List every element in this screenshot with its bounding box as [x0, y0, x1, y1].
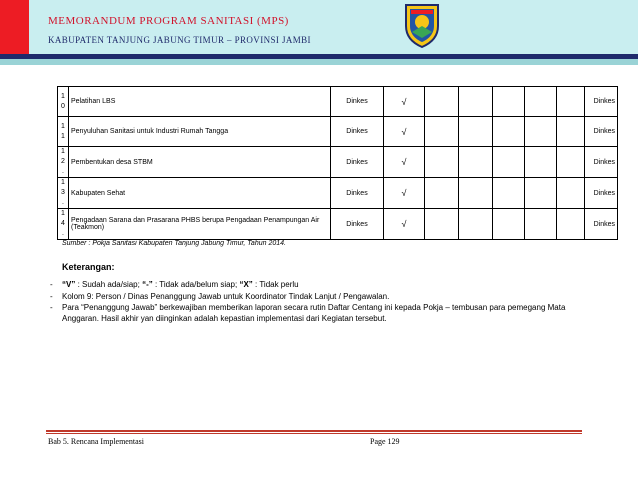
footer-page-number: Page 129: [370, 437, 400, 446]
empty-cell: [525, 209, 557, 240]
empty-cell: [493, 209, 525, 240]
empty-cell: [493, 117, 525, 147]
note-responsibility-text: Para “Penanggung Jawab” berkewajiban memberikan laporan secara rutin Daftar Centang ini kepada Pokja – tembusan para pemegang Mata Anggaran. Hasil akhir yan diinginkan adalah kepastian implementasi dari Kegiatan tersebut.: [62, 303, 566, 323]
row-number: 1 0: [58, 87, 69, 117]
keterangan-notes: [50, 280, 590, 325]
empty-cell: [425, 117, 459, 147]
empty-cell: [493, 147, 525, 178]
note-dash: -: [50, 291, 53, 301]
empty-cell: [493, 87, 525, 117]
legend-x: “X”: [239, 280, 253, 289]
empty-cell: [557, 178, 585, 209]
empty-cell: [493, 178, 525, 209]
table-row: [58, 147, 618, 178]
empty-cell: [557, 209, 585, 240]
status-check-cell: √: [384, 147, 425, 178]
note-dash: -: [50, 280, 53, 289]
table-row: [58, 178, 618, 209]
status-check-cell: √: [384, 117, 425, 147]
row-number: 1 1: [58, 117, 69, 147]
empty-cell: [459, 117, 493, 147]
note-legend: [50, 280, 590, 291]
activity-cell: Penyuluhan Sanitasi untuk Industri Rumah Tangga: [69, 117, 331, 147]
empty-cell: [425, 209, 459, 240]
regency-emblem-icon: [402, 2, 442, 48]
empty-cell: [525, 117, 557, 147]
footer-rule-thin: [46, 433, 582, 434]
note-dash: -: [50, 303, 53, 312]
legend-v: “V”: [62, 280, 76, 289]
table-row: [58, 209, 618, 240]
activity-cell: Pelatihan LBS: [69, 87, 331, 117]
activity-cell: Kabupaten Sehat: [69, 178, 331, 209]
header-title: MEMORANDUM PROGRAM SANITASI (MPS): [48, 15, 289, 27]
keterangan-heading: Keterangan:: [62, 262, 115, 272]
table-source-note: Sumber : Pokja Sanitasi Kabupaten Tanjung Jabung Timur, Tahun 2014.: [62, 240, 286, 247]
activity-cell: Pembentukan desa STBM: [69, 147, 331, 178]
empty-cell: [425, 87, 459, 117]
legend-v-text: : Sudah ada/siap;: [75, 280, 143, 289]
empty-cell: [459, 147, 493, 178]
person-in-charge-cell: Dinkes: [585, 87, 618, 117]
empty-cell: [459, 87, 493, 117]
header-subtitle: KABUPATEN TANJUNG JABUNG TIMUR – PROVINSI JAMBI: [48, 35, 311, 45]
checklist-table: [57, 86, 618, 240]
footer-chapter: Bab 5. Rencana Implementasi: [48, 437, 144, 446]
responsible-cell: Dinkes: [331, 209, 384, 240]
responsible-cell: Dinkes: [331, 147, 384, 178]
note-column-9: [50, 292, 590, 303]
status-check-cell: √: [384, 209, 425, 240]
empty-cell: [459, 178, 493, 209]
legend-minus: “-”: [142, 280, 153, 289]
header-light-band: [0, 59, 638, 65]
person-in-charge-cell: Dinkes: [585, 209, 618, 240]
row-number: 1 4 .: [58, 209, 69, 240]
empty-cell: [557, 117, 585, 147]
empty-cell: [459, 209, 493, 240]
empty-cell: [525, 178, 557, 209]
empty-cell: [557, 87, 585, 117]
note-column-9-text: Kolom 9: Person / Dinas Penanggung Jawab untuk Koordinator Tindak Lanjut / Pengawalan.: [62, 291, 390, 301]
empty-cell: [525, 147, 557, 178]
responsible-cell: Dinkes: [331, 117, 384, 147]
footer-rule: [46, 430, 582, 432]
legend-minus-text: : Tidak ada/belum siap;: [152, 280, 240, 289]
note-responsibility: [50, 303, 590, 324]
row-number: 1 3 .: [58, 178, 69, 209]
table-row: [58, 117, 618, 147]
person-in-charge-cell: Dinkes: [585, 117, 618, 147]
status-check-cell: √: [384, 87, 425, 117]
legend-x-text: : Tidak perlu: [252, 280, 299, 289]
empty-cell: [425, 178, 459, 209]
responsible-cell: Dinkes: [331, 178, 384, 209]
empty-cell: [557, 147, 585, 178]
person-in-charge-cell: Dinkes: [585, 178, 618, 209]
empty-cell: [525, 87, 557, 117]
page-header: [0, 0, 638, 54]
empty-cell: [425, 147, 459, 178]
person-in-charge-cell: Dinkes: [585, 147, 618, 178]
status-check-cell: √: [384, 178, 425, 209]
row-number: 1 2 .: [58, 147, 69, 178]
table-row: [58, 87, 618, 117]
responsible-cell: Dinkes: [331, 87, 384, 117]
activity-cell: Pengadaan Sarana dan Prasarana PHBS berupa Pengadaan Penampungan Air (Teakmon): [69, 209, 331, 240]
header-red-block: [0, 0, 29, 54]
